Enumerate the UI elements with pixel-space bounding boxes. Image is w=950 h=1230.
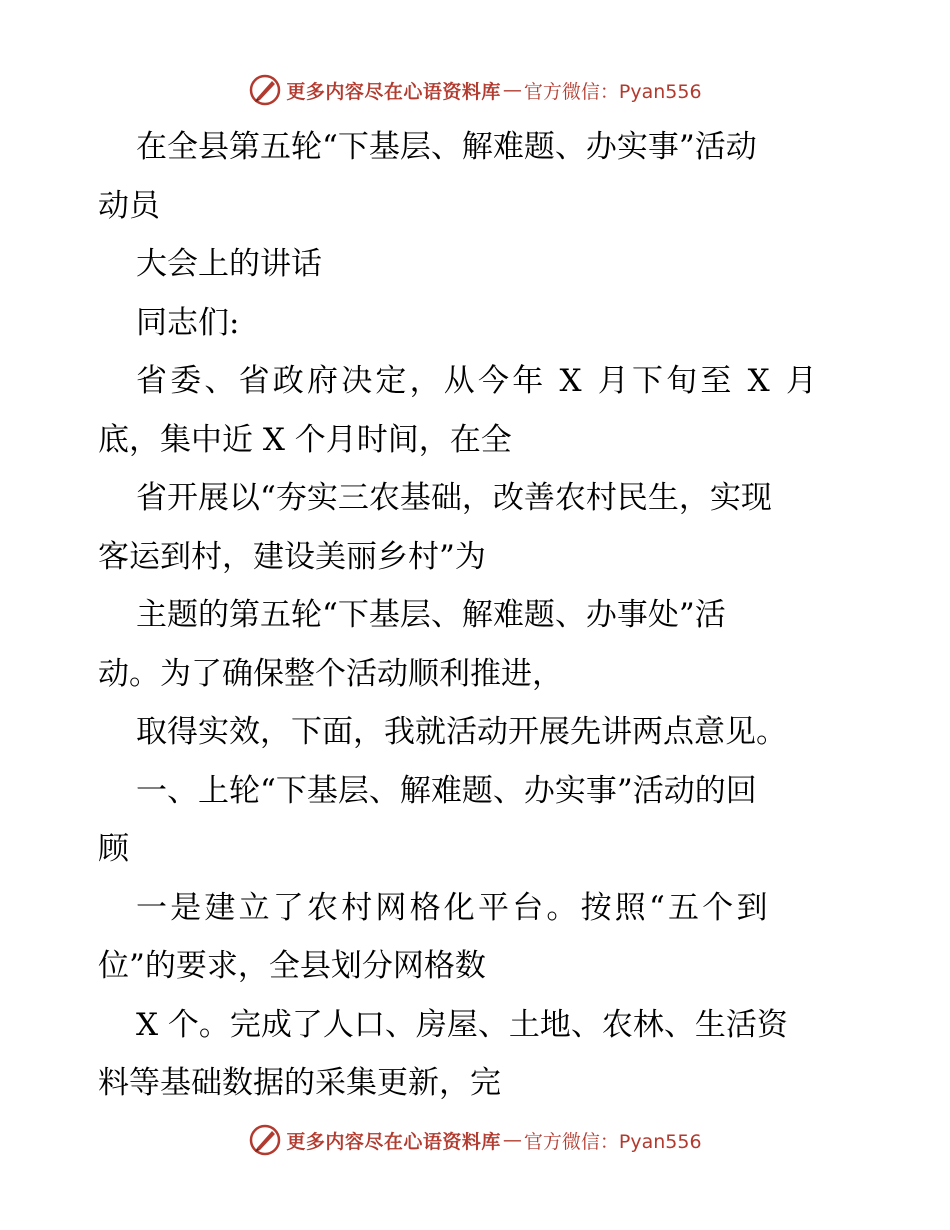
watermark-brand: 更多内容尽在心语资料库 <box>286 80 501 103</box>
title-line-2: 动员 <box>98 187 160 224</box>
watermark-header <box>0 70 950 110</box>
salutation: 同志们: <box>136 304 240 341</box>
watermark-separator: — <box>502 1129 522 1151</box>
watermark-separator: — <box>502 79 522 101</box>
section-heading-cont: 顾 <box>98 831 129 867</box>
paragraph-line: 底，集中近 X 个月时间，在全 <box>98 421 512 458</box>
document-body <box>98 118 858 1113</box>
paragraph-line: 一是建立了农村网格化平台。按照“五个到 <box>136 889 771 926</box>
paragraph-line: 取得实效，下面，我就活动开展先讲两点意见。 <box>136 714 787 750</box>
paragraph-line: 客运到村，建设美丽乡村”为 <box>98 538 486 575</box>
watermark-brand: 更多内容尽在心语资料库 <box>286 1130 501 1153</box>
watermark-contact: 官方微信：Pyan556 <box>523 80 702 103</box>
paragraph-line: 省开展以“夯实三农基础，改善农村民生，实现 <box>136 480 772 516</box>
paragraph-line: 主题的第五轮“下基层、解难题、办事处”活 <box>136 597 726 633</box>
watermark-contact: 官方微信：Pyan556 <box>523 1130 702 1153</box>
section-heading: 一、上轮“下基层、解难题、办实事”活动的回 <box>136 772 757 809</box>
paragraph-line: X 个。完成了人口、房屋、土地、农林、生活资 <box>136 1006 788 1043</box>
quill-pen-circle-icon <box>248 73 282 107</box>
paragraph-line: 动。为了确保整个活动顺利推进， <box>98 655 563 692</box>
quill-pen-circle-icon <box>248 1123 282 1157</box>
title-line-1: 在全县第五轮“下基层、解难题、办实事”活动 <box>136 129 757 165</box>
paragraph-line: 省委、省政府决定，从今年 X 月下旬至 X 月 <box>136 363 821 399</box>
paragraph-line: 料等基础数据的采集更新，完 <box>98 1065 501 1101</box>
paragraph-line: 位”的要求，全县划分网格数 <box>98 948 486 984</box>
watermark-footer <box>0 1120 950 1160</box>
title-line-3: 大会上的讲话 <box>136 246 322 282</box>
